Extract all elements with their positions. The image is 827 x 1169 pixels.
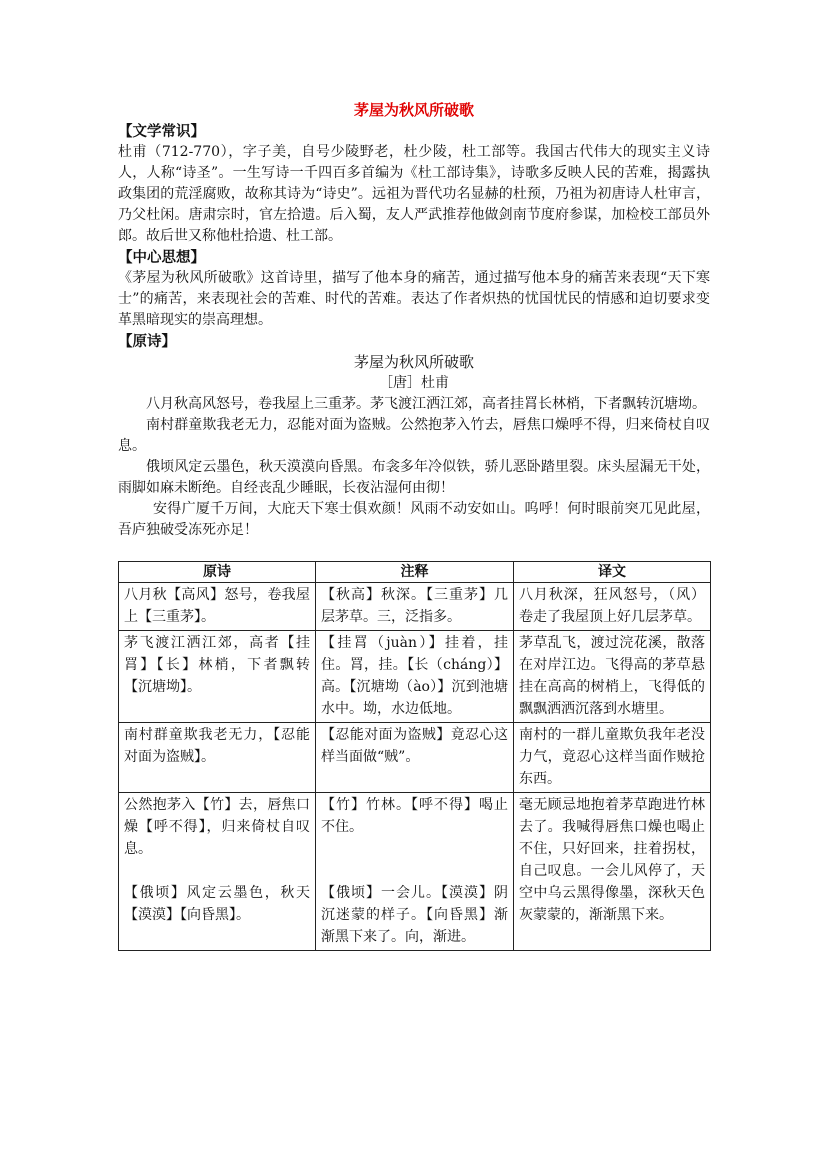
cell-translation <box>514 793 711 951</box>
cell-text: 【忍能对面为盗贼】竟忍心这样当面做“贼”。 <box>321 727 508 765</box>
table-row <box>119 723 711 793</box>
cell-text: 公然抱茅入【竹】去，唇焦口燥【呼不得】，归来倚杖自叹息。 <box>124 797 310 857</box>
poem-stanza-3: 俄顷风定云墨色，秋天漠漠向昏黑。布衾多年冷似铁，骄儿恶卧踏里裂。床头屋漏无干处，雨脚如麻未断绝。自经丧乱少睡眠，长夜沾湿何由彻！ <box>118 459 710 496</box>
cell-text: 【秋高】秋深。【三重茅】几层茅草。三，泛指多。 <box>321 587 508 625</box>
cell-text: 八月秋【高风】怒号，卷我屋上【三重茅】。 <box>124 587 310 625</box>
poem-stanza-4: 安得广厦千万间，大庇天下寒士俱欢颜！风雨不动安如山。呜呼！何时眼前突兀见此屋，吾庐独破受冻死亦足！ <box>118 501 710 538</box>
cell-text: 南村的一群儿童欺负我年老没力气，竟忍心这样当面作贼抢东西。 <box>519 727 705 787</box>
table-header-row <box>119 562 711 583</box>
poem-stanza-2: 南村群童欺我老无力，忍能对面为盗贼。公然抱茅入竹去，唇焦口燥呼不得，归来倚杖自叹息。 <box>118 417 710 454</box>
cell-text: 【竹】竹林。【呼不得】喝止不住。 <box>321 797 508 835</box>
cell-notes <box>316 793 514 951</box>
cell-text: 茅飞渡江洒江郊，高者【挂罥】【长】林梢，下者飘转【沉塘坳】。 <box>124 635 310 695</box>
table-row <box>119 631 711 723</box>
cell-notes <box>316 631 514 723</box>
annotation-table <box>118 561 711 951</box>
cell-translation <box>514 631 711 723</box>
poem-title: 茅屋为秋风所破歌 <box>353 353 474 371</box>
theme-text: 《茅屋为秋风所破歌》这首诗里，描写了他本身的痛苦，通过描写他本身的痛苦来表现“天下寒士”的痛苦，来表现社会的苦难、时代的苦难。表达了作者炽热的忧国忧民的情感和迫切要求变革黑暗现实的崇高理想。 <box>118 270 710 328</box>
cell-text: 八月秋深，狂风怒号，（风）卷走了我屋顶上好几层茅草。 <box>519 587 705 625</box>
cell-translation <box>514 583 711 631</box>
cell-text: 【挂罥（juàn）】挂着，挂住。罥，挂。【长（cháng）】高。【沉塘坳（ào）】沉到池塘水中。坳，水边低地。 <box>321 635 508 717</box>
header-translation: 译文 <box>514 562 711 583</box>
cell-text: 茅草乱飞，渡过浣花溪，散落在对岸江边。飞得高的茅草悬挂在高高的树梢上，飞得低的飘飘洒洒沉落到水塘里。 <box>519 635 705 717</box>
cell-original <box>119 583 316 631</box>
cell-text: 南村群童欺我老无力，【忍能对面为盗贼】。 <box>124 727 310 765</box>
document-page <box>118 100 710 951</box>
cell-original <box>119 723 316 793</box>
cell-original <box>119 793 316 951</box>
cell-text: 毫无顾忌地抱着茅草跑进竹林去了。我喊得唇焦口燥也喝止不住，只好回来，拄着拐杖，自己叹息。一会儿风停了，天空中乌云黑得像墨，深秋天色灰蒙蒙的，渐渐黑下来。 <box>519 797 705 923</box>
header-notes: 注释 <box>316 562 514 583</box>
table-row <box>119 793 711 951</box>
cell-text: 【俄顷】一会儿。【漠漠】阴沉迷蒙的样子。【向昏黑】渐渐黑下来了。向，渐进。 <box>321 885 508 945</box>
table-row <box>119 583 711 631</box>
cell-notes <box>316 583 514 631</box>
header-original: 原诗 <box>119 562 316 583</box>
cell-original <box>119 631 316 723</box>
poem-heading: 【原诗】 <box>118 333 176 350</box>
cell-text: 【俄顷】风定云墨色，秋天【漠漠】【向昏黑】。 <box>124 885 310 923</box>
document-title: 茅屋为秋风所破歌 <box>353 101 474 119</box>
cell-notes <box>316 723 514 793</box>
literary-text: 杜甫（712-770），字子美，自号少陵野老，杜少陵，杜工部等。我国古代伟大的现实主义诗人，人称“诗圣”。一生写诗一千四百多首编为《杜工部诗集》，诗歌多反映人民的苦难，揭露执政集团的荒淫腐败，故称其诗为“诗史”。远祖为晋代功名显赫的杜预，乃祖为初唐诗人杜审言，乃父杜闲。唐肃宗时，官左拾遗。后入蜀，友人严武推荐他做剑南节度府参谋，加检校工部员外郎。故后世又称他杜拾遗、杜工部。 <box>118 144 710 244</box>
literary-heading: 【文学常识】 <box>118 123 205 140</box>
cell-translation <box>514 723 711 793</box>
theme-heading: 【中心思想】 <box>118 249 205 266</box>
poem-stanza-1: 八月秋高风怒号，卷我屋上三重茅。茅飞渡江洒江郊，高者挂罥长林梢，下者飘转沉塘坳。 <box>146 396 706 412</box>
poem-author: ［唐］杜甫 <box>379 375 449 391</box>
